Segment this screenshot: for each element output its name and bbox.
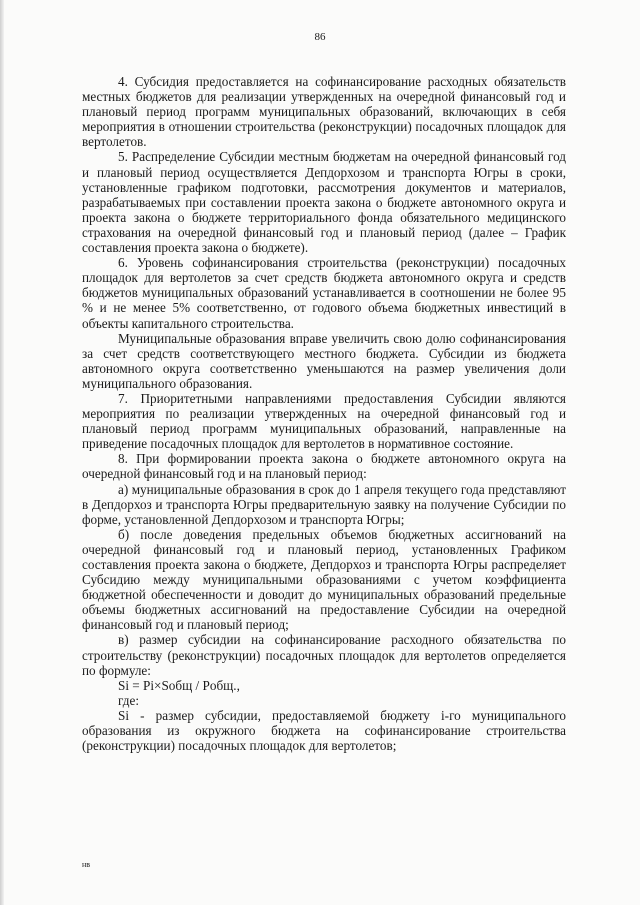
paragraph-7: 7. Приоритетными направлениями предоставления Субсидии являются мероприятия по реализации утвержденных на очередной финансовый год и плановый период программ муниципальных образований, направленные на приведение посадочных площадок для вертолетов в нормативное состояние. [82, 390, 566, 452]
paragraph-4: 4. Субсидия предоставляется на софинансирование расходных обязательств местных бюджетов для реализации утвержденных на очередной финансовый год и плановый период программ муниципальных образований, включающих в себя мероприятия в отношении строительства (реконструкции) посадочных площадок для вертолетов. [82, 74, 566, 150]
where-label: где: [118, 692, 139, 708]
formula: Si = Pi×Sобщ / Pобщ., [118, 677, 240, 693]
paragraph-8: 8. При формировании проекта закона о бюджете автономного округа на очередной финансовый год и на плановый период: [82, 451, 566, 482]
paragraph-8v: в) размер субсидии на софинансирование расходного обязательства по строительству (реконструкции) посадочных площадок для вертолетов определяется по формуле: [82, 632, 566, 678]
paragraph-5: 5. Распределение Субсидии местным бюджетам на очередной финансовый год и плановый период осуществляется Депдорхозом и транспорта Югры в сроки, установленные графиком подготовки, рассмотрения документов и материалов, разрабатываемых при составлении проекта закона о бюджете автономного округа и проекта закона о бюджете территориального фонда обязательного медицинского страхования на очередной финансовый год и плановый период (далее – График составления проекта закона о бюджете). [82, 149, 566, 256]
paragraph-8b: б) после доведения предельных объемов бюджетных ассигнований на очередной финансовый год и плановый период, установленных Графиком составления проекта закона о бюджете, Депдорхоз и транспорта Югры распределяет Субсидию между муниципальными образованиями с учетом коэффициента бюджетной обеспеченности и доводит до муниципальных образований предельные объемы бюджетных ассигнований на предоставление Субсидии на очередной финансовый год и плановый период; [82, 526, 566, 633]
scan-edge [0, 0, 4, 905]
page-number: 86 [314, 31, 326, 43]
paragraph-municipal-share: Муниципальные образования вправе увеличить свою долю софинансирования за счет средств соответствующего местного бюджета. Субсидии из бюджета автономного округа соответственно уменьшаются на размер увеличения доли муниципального образования. [82, 330, 566, 391]
footer-mark: нв [82, 860, 91, 869]
document-body [82, 74, 566, 753]
paragraph-6: 6. Уровень софинансирования строительства (реконструкции) посадочных площадок для вертолетов за счет средств бюджета автономного округа и средств бюджетов муниципальных образований устанавливается в соотношении не более 95 % и не менее 5% соответственно, от годового объема бюджетных инвестиций в объекты капитального строительства. [82, 255, 566, 331]
paragraph-8a: а) муниципальные образования в срок до 1 апреля текущего года представляют в Депдорхоз и транспорта Югры предварительную заявку на получение Субсидии по форме, установленной Депдорхозом и транспорта Югры; [82, 481, 566, 527]
definition-si: Si - размер субсидии, предоставляемой бюджету i-го муниципального образования из окружного бюджета на софинансирование строительства (реконструкции) посадочных площадок для вертолетов; [82, 707, 566, 754]
